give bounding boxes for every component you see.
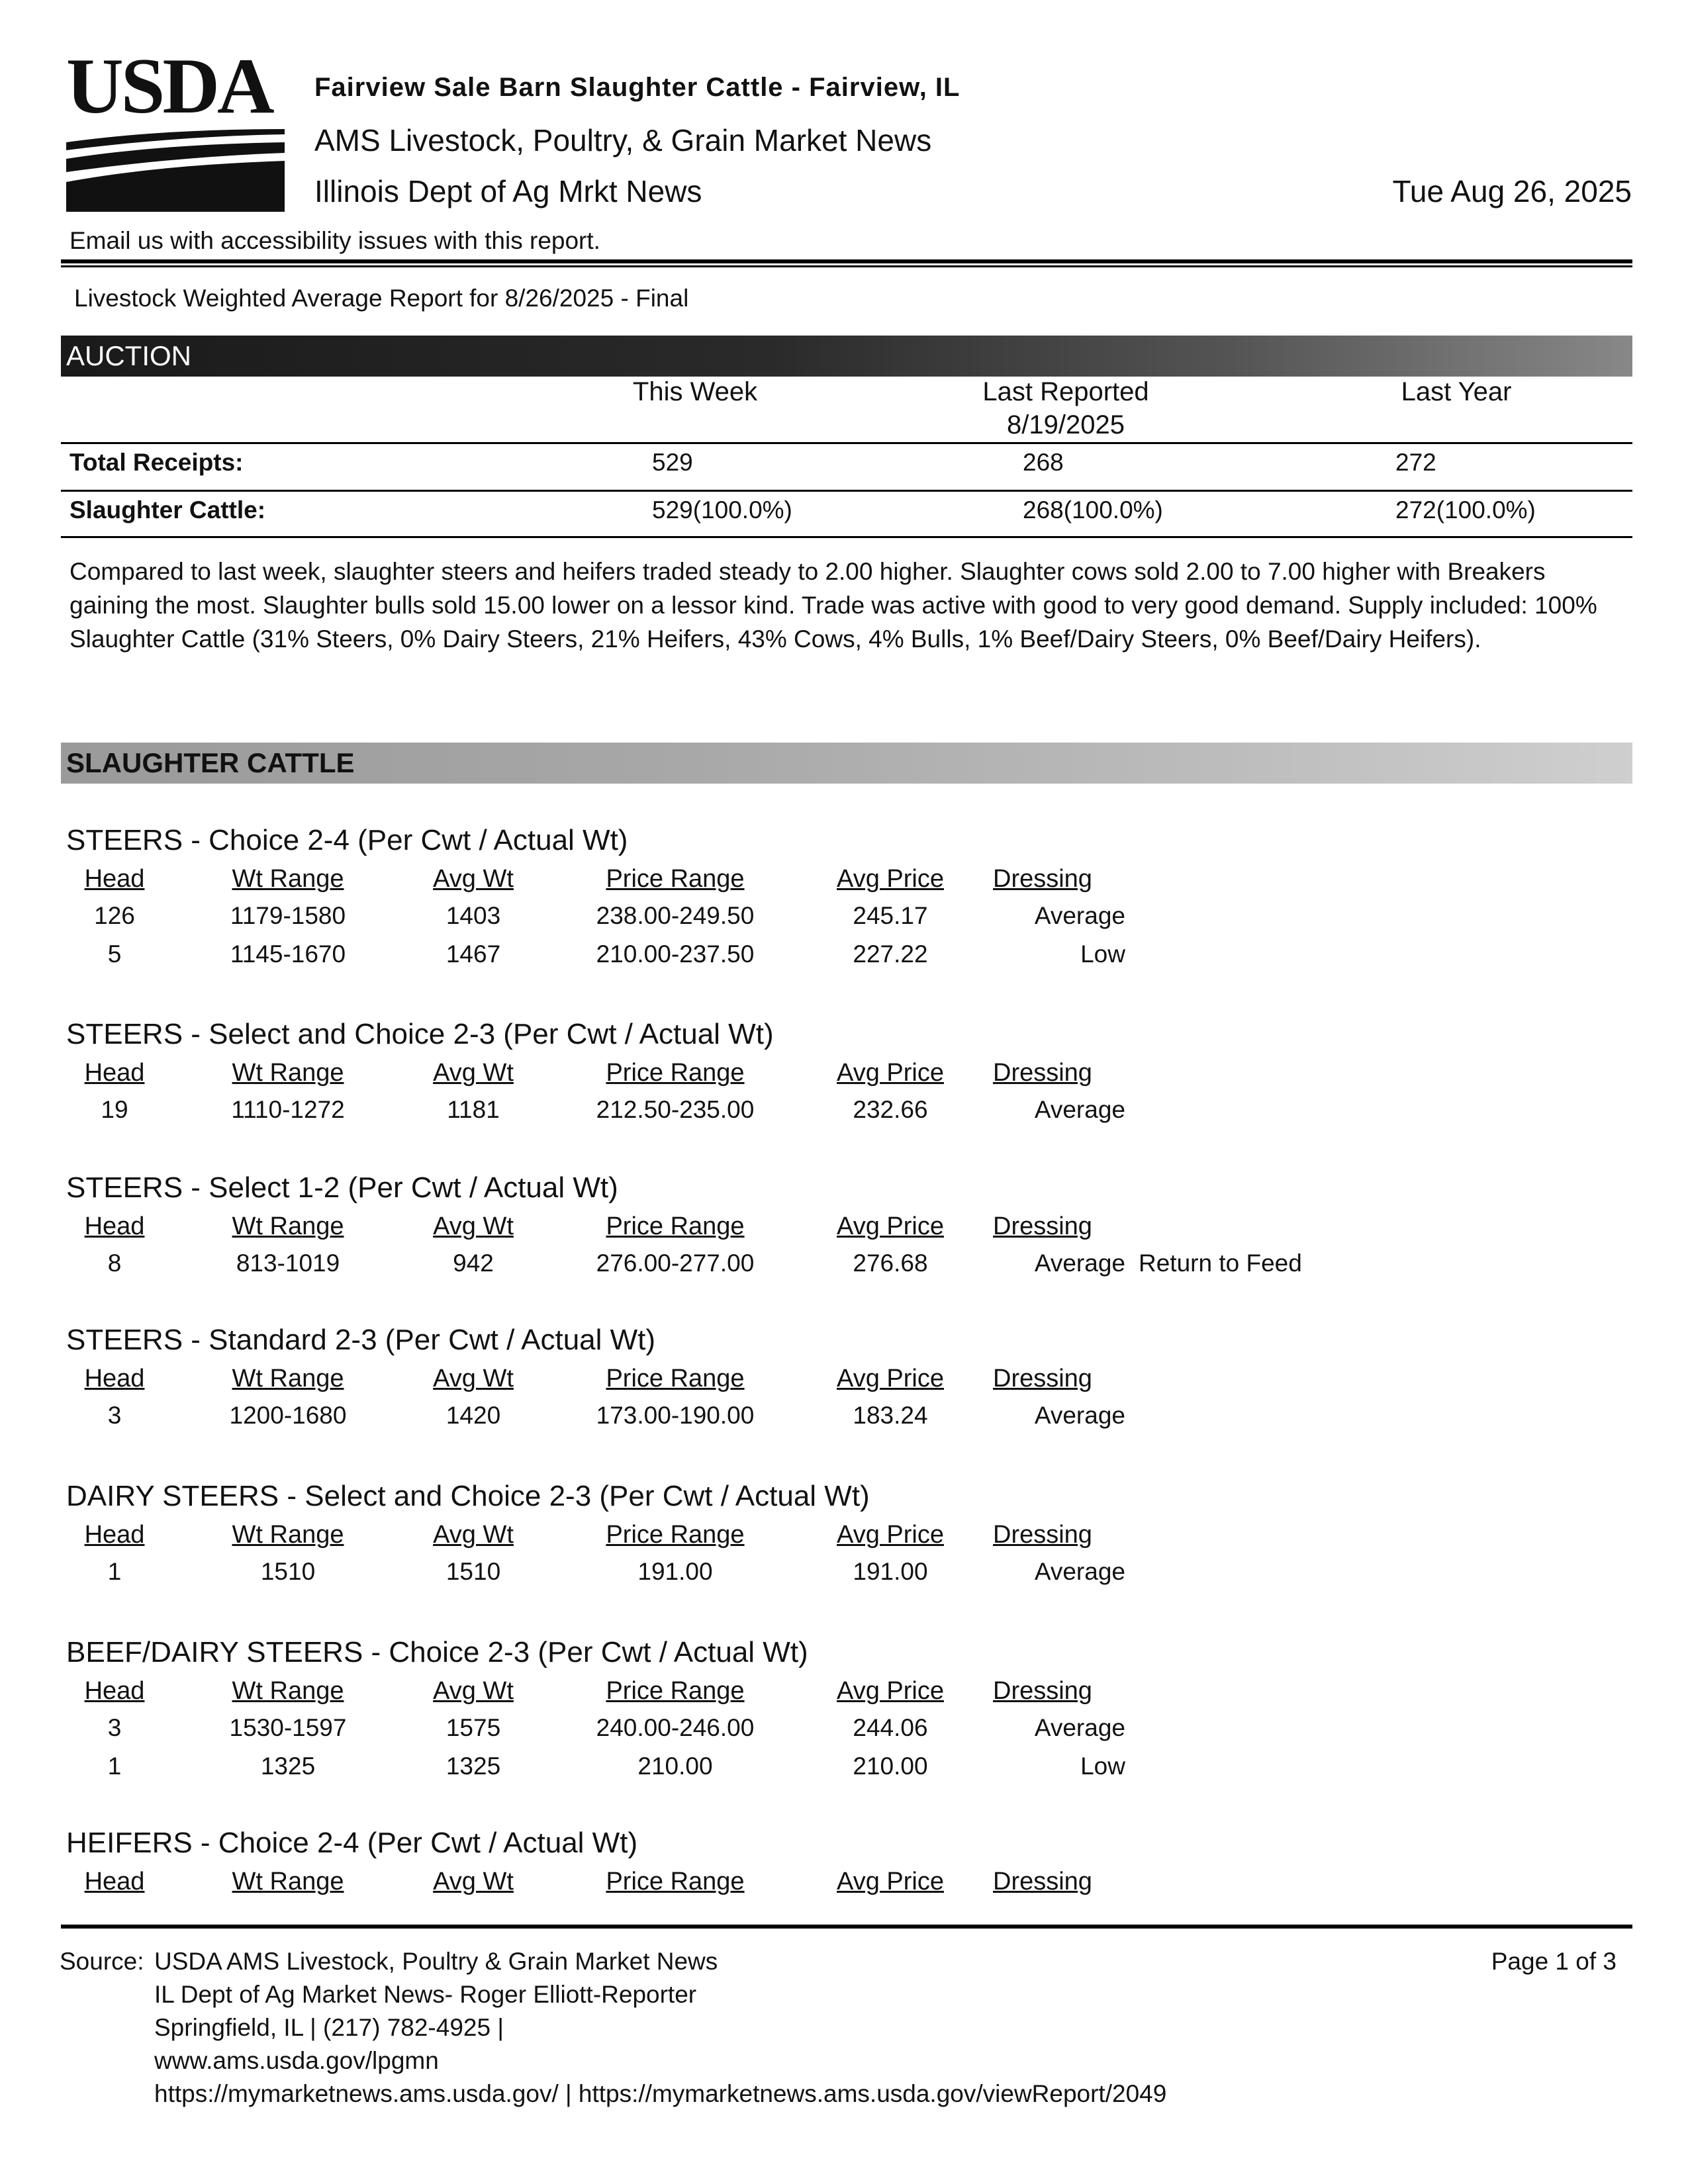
header-divider-thin	[61, 265, 1632, 267]
cell-wt-range: 1110-1272	[231, 1096, 345, 1123]
cell-dressing: Average	[1034, 902, 1125, 929]
cell-head: 1	[107, 1558, 122, 1585]
col-header-avg-wt: Avg Wt	[433, 1365, 514, 1392]
col-header-avg-wt: Avg Wt	[433, 1521, 514, 1549]
total-receipts-last-reported: 268	[1023, 449, 1064, 476]
narrative-line: gaining the most. Slaughter bulls sold 15.00 lower on a lessor kind. Trade was active with good to very good demand. Supply included: 100%	[70, 592, 1597, 619]
group-title: STEERS - Select 1-2 (Per Cwt / Actual Wt)	[66, 1171, 618, 1204]
market-narrative	[70, 555, 1632, 656]
cell-head: 8	[107, 1250, 122, 1277]
slaughter-cattle-label: Slaughter Cattle:	[70, 496, 266, 523]
page-number: Page 1 of 3	[1491, 1948, 1617, 1975]
agency-name: AMS Livestock, Poultry, & Grain Market News	[314, 123, 932, 158]
group-title: DAIRY STEERS - Select and Choice 2-3 (Per Cwt / Actual Wt)	[66, 1480, 870, 1512]
narrative-line: Slaughter Cattle (31% Steers, 0% Dairy Steers, 21% Heifers, 43% Cows, 4% Bulls, 1% Beef/Dairy Steers, 0% Beef/Dairy Heifers).	[70, 625, 1481, 653]
col-header-wt-range: Wt Range	[232, 1521, 344, 1549]
col-header-dressing: Dressing	[993, 1677, 1092, 1705]
cell-dressing: Low	[1080, 940, 1125, 968]
cell-avg-price: 191.00	[853, 1558, 928, 1585]
col-this-week: This Week	[632, 377, 758, 406]
auction-section-bar	[61, 336, 1632, 377]
cell-avg-price: 210.00	[853, 1752, 928, 1780]
cell-wt-range: 1200-1680	[229, 1402, 347, 1429]
logo-wave-icon	[66, 129, 285, 212]
cell-dressing: Average	[1034, 1250, 1125, 1277]
cell-dressing: Average	[1034, 1096, 1125, 1123]
col-header-avg-price: Avg Price	[837, 865, 944, 893]
cell-avg-price: 183.24	[853, 1402, 928, 1429]
col-header-wt-range: Wt Range	[232, 1059, 344, 1087]
col-header-head: Head	[84, 865, 145, 893]
cell-head: 19	[101, 1096, 128, 1123]
usda-logo	[66, 42, 285, 212]
auction-divider	[61, 442, 1632, 444]
cell-dressing: Average	[1034, 1402, 1125, 1429]
total-receipts-this-week: 529	[652, 449, 693, 476]
cell-avg-wt: 1420	[445, 1402, 501, 1429]
cell-wt-range: 1530-1597	[229, 1714, 347, 1741]
source-line: IL Dept of Ag Market News- Roger Elliott-Reporter	[154, 1981, 697, 2008]
cell-avg-wt: 1403	[445, 902, 501, 929]
cell-avg-wt: 1510	[445, 1558, 501, 1585]
col-header-avg-price: Avg Price	[837, 1212, 944, 1240]
col-header-avg-price: Avg Price	[837, 1521, 944, 1549]
logo-text: USDA	[66, 42, 272, 130]
col-header-dressing: Dressing	[993, 1059, 1092, 1087]
cell-price-range: 238.00-249.50	[596, 902, 755, 929]
accessibility-email-link[interactable]: Email us with accessibility issues with this report.	[70, 227, 600, 254]
report-date: Tue Aug 26, 2025	[1392, 174, 1632, 208]
cell-price-range: 210.00-237.50	[596, 940, 755, 968]
col-header-dressing: Dressing	[993, 1212, 1092, 1240]
col-header-price-range: Price Range	[606, 1059, 745, 1087]
cell-dressing: Low	[1080, 1752, 1125, 1780]
group-title: HEIFERS - Choice 2-4 (Per Cwt / Actual Wt)	[66, 1827, 638, 1859]
col-header-head: Head	[84, 1059, 145, 1087]
cell-avg-price: 244.06	[853, 1714, 928, 1741]
col-header-wt-range: Wt Range	[232, 865, 344, 893]
cell-price-range: 276.00-277.00	[596, 1250, 755, 1277]
cell-wt-range: 813-1019	[236, 1250, 340, 1277]
col-header-price-range: Price Range	[606, 1521, 745, 1549]
col-header-price-range: Price Range	[606, 1365, 745, 1392]
col-header-dressing: Dressing	[993, 865, 1092, 893]
cell-wt-range: 1179-1580	[230, 902, 346, 929]
col-header-wt-range: Wt Range	[232, 1365, 344, 1392]
col-header-head: Head	[84, 1365, 145, 1392]
col-header-avg-price: Avg Price	[837, 1365, 944, 1392]
col-header-head: Head	[84, 1521, 145, 1549]
cell-head: 3	[107, 1402, 122, 1429]
cell-dressing: Average	[1034, 1714, 1125, 1741]
group-title: BEEF/DAIRY STEERS - Choice 2-3 (Per Cwt / Actual Wt)	[66, 1636, 808, 1668]
cell-wt-range: 1325	[260, 1752, 316, 1780]
col-header-avg-price: Avg Price	[837, 1059, 944, 1087]
col-header-avg-price: Avg Price	[837, 1868, 944, 1895]
slaughter-cattle-last-reported: 268(100.0%)	[1023, 496, 1163, 523]
col-header-avg-wt: Avg Wt	[433, 865, 514, 893]
source-line: Springfield, IL | (217) 782-4925 |	[154, 2014, 504, 2041]
last-reported-date: 8/19/2025	[1007, 410, 1125, 439]
mymarketnews-links[interactable]: https://mymarketnews.ams.usda.gov/ | https://mymarketnews.ams.usda.gov/viewReport/2049	[154, 2080, 1167, 2107]
group-title: STEERS - Standard 2-3 (Per Cwt / Actual Wt)	[66, 1324, 656, 1356]
cell-avg-price: 232.66	[853, 1096, 928, 1123]
cell-price-range: 210.00	[637, 1752, 713, 1780]
slaughter-section-label: SLAUGHTER CATTLE	[66, 747, 355, 778]
auction-divider	[61, 536, 1632, 538]
source-line: USDA AMS Livestock, Poultry & Grain Market News	[154, 1948, 718, 1975]
col-last-year: Last Year	[1401, 377, 1512, 406]
auction-divider	[61, 490, 1632, 492]
col-header-head: Head	[84, 1677, 145, 1705]
cell-head: 5	[107, 940, 122, 968]
col-header-dressing: Dressing	[993, 1521, 1092, 1549]
cell-avg-wt: 942	[453, 1250, 494, 1277]
source-label: Source:	[60, 1948, 144, 1975]
col-header-wt-range: Wt Range	[232, 1212, 344, 1240]
col-header-avg-price: Avg Price	[837, 1677, 944, 1705]
website-link[interactable]: www.ams.usda.gov/lpgmn	[154, 2047, 439, 2074]
cell-head: 3	[107, 1714, 122, 1741]
total-receipts-label: Total Receipts:	[70, 449, 244, 476]
cell-price-range: 191.00	[637, 1558, 713, 1585]
col-header-avg-wt: Avg Wt	[433, 1212, 514, 1240]
cell-avg-wt: 1325	[445, 1752, 501, 1780]
cell-avg-wt: 1181	[447, 1096, 500, 1123]
cell-price-range: 240.00-246.00	[596, 1714, 755, 1741]
total-receipts-last-year: 272	[1395, 449, 1436, 476]
report-heading: Fairview Sale Barn Slaughter Cattle - Fairview, IL	[314, 73, 961, 102]
office-name: Illinois Dept of Ag Mrkt News	[314, 174, 702, 208]
header-divider	[61, 259, 1632, 263]
col-header-dressing: Dressing	[993, 1365, 1092, 1392]
cell-wt-range: 1145-1670	[230, 940, 346, 968]
cell-head: 1	[107, 1752, 122, 1780]
col-header-price-range: Price Range	[606, 1868, 745, 1895]
col-header-avg-wt: Avg Wt	[433, 1059, 514, 1087]
col-header-wt-range: Wt Range	[232, 1868, 344, 1895]
group-title: STEERS - Select and Choice 2-3 (Per Cwt / Actual Wt)	[66, 1018, 774, 1050]
cell-wt-range: 1510	[260, 1558, 316, 1585]
auction-section-label: AUCTION	[66, 340, 191, 371]
cell-avg-wt: 1575	[445, 1714, 501, 1741]
cell-price-range: 212.50-235.00	[596, 1096, 755, 1123]
col-header-wt-range: Wt Range	[232, 1677, 344, 1705]
cell-avg-wt: 1467	[445, 940, 501, 968]
col-header-price-range: Price Range	[606, 1677, 745, 1705]
cell-dressing: Average	[1034, 1558, 1125, 1585]
cell-avg-price: 276.68	[853, 1250, 928, 1277]
cell-price-range: 173.00-190.00	[596, 1402, 755, 1429]
slaughter-cattle-this-week: 529(100.0%)	[652, 496, 792, 523]
col-header-head: Head	[84, 1868, 145, 1895]
narrative-line: Compared to last week, slaughter steers and heifers traded steady to 2.00 higher. Slaughter cows sold 2.00 to 7.00 higher with Breakers	[70, 558, 1546, 585]
group-title: STEERS - Choice 2-4 (Per Cwt / Actual Wt)	[66, 824, 628, 856]
col-header-dressing: Dressing	[993, 1868, 1092, 1895]
cell-avg-price: 245.17	[853, 902, 928, 929]
col-header-price-range: Price Range	[606, 1212, 745, 1240]
report-subtitle: Livestock Weighted Average Report for 8/26/2025 - Final	[74, 285, 689, 312]
footer-divider	[61, 1925, 1632, 1929]
col-header-price-range: Price Range	[606, 865, 745, 893]
slaughter-cattle-last-year: 272(100.0%)	[1395, 496, 1536, 523]
col-header-avg-wt: Avg Wt	[433, 1868, 514, 1895]
col-last-reported: Last Reported	[982, 377, 1149, 406]
col-header-head: Head	[84, 1212, 145, 1240]
cell-avg-price: 227.22	[853, 940, 928, 968]
cell-note: Return to Feed	[1139, 1250, 1302, 1277]
cell-head: 126	[94, 902, 135, 929]
col-header-avg-wt: Avg Wt	[433, 1677, 514, 1705]
